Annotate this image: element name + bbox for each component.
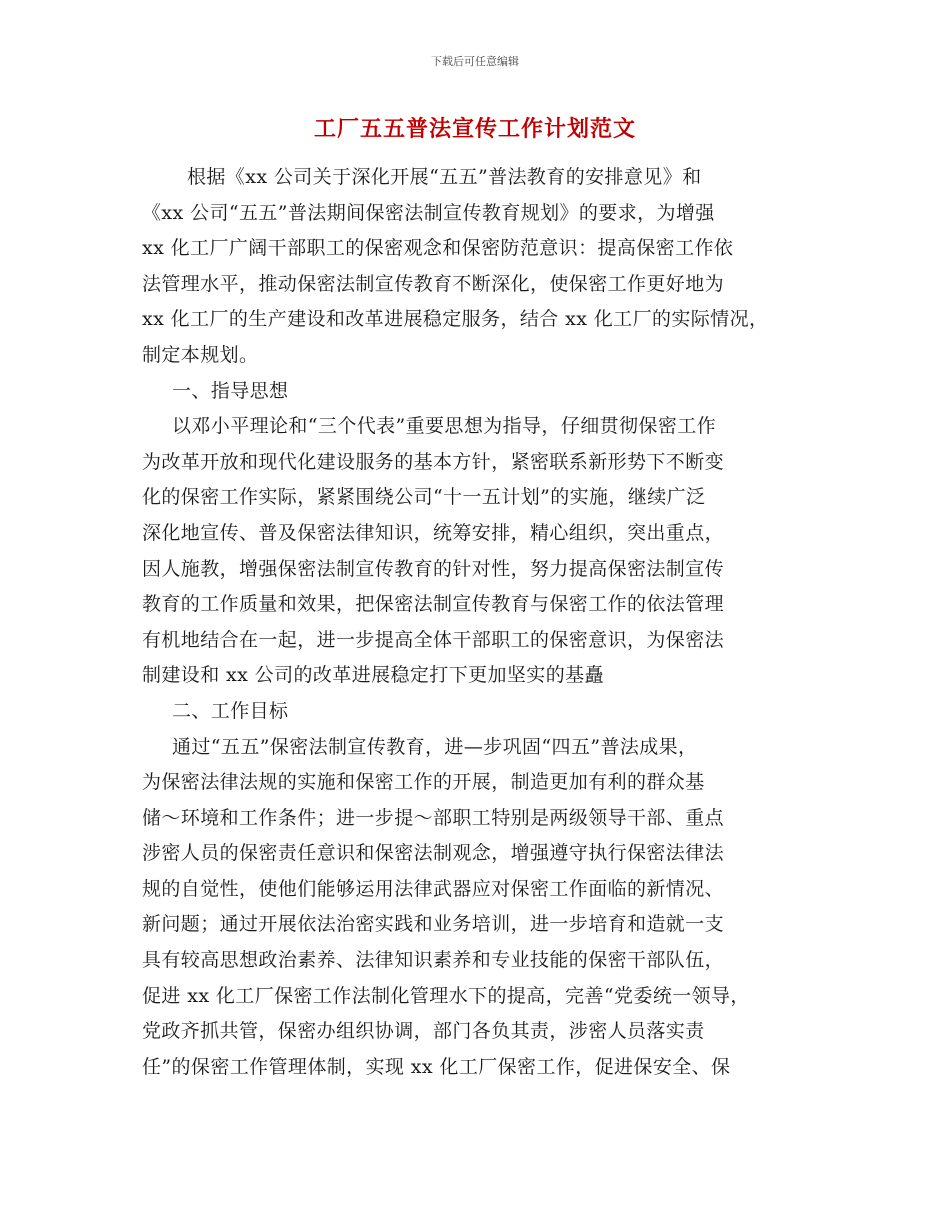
paragraph-line: 《xx 公司“五五”普法期间保密法制宣传教育规划》的要求，为增强 (142, 201, 715, 224)
paragraph-line: 化的保密工作实际，紧紧围绕公司“十一五计划”的实施，继续广泛 (142, 486, 706, 509)
page-header: 下载后可任意编辑 (431, 55, 519, 68)
paragraph-line: 促进 xx 化工厂保密工作法制化管理水下的提高，完善“党委统一领导， (142, 984, 750, 1007)
paragraph-line: 因人施教，增强保密法制宣传教育的针对性，努力提高保密法制宣传 (142, 557, 725, 580)
paragraph-line: 有机地结合在一起，进一步提高全体干部职工的保密意识，为保密法 (142, 628, 725, 651)
paragraph-line: 教育的工作质量和效果，把保密法制宣传教育与保密工作的依法管理 (142, 593, 725, 616)
paragraph-line: 党政齐抓共管，保密办组织协调，部门各负其责，涉密人员落实责 (142, 1020, 705, 1043)
paragraph-line: 新问题；通过开展依法治密实践和业务培训，进一步培育和造就一支 (142, 913, 725, 936)
paragraph-line: 规的自觉性，使他们能够运用法律武器应对保密工作面临的新情况、 (142, 877, 725, 900)
paragraph-line: 储～环境和工作条件；进一步提～部职工特别是两级领导干部、重点 (142, 806, 725, 829)
paragraph-line: xx 化工厂的生产建设和改革进展稳定服务，结合 xx 化工厂的实际情况， (142, 308, 769, 331)
paragraph-line: 以邓小平理论和“三个代表”重要思想为指导，仔细贯彻保密工作 (172, 415, 717, 438)
paragraph-line: 任”的保密工作管理体制，实现 xx 化工厂保密工作，促进保安全、保 (142, 1055, 731, 1078)
paragraph-line: 深化地宣传、普及保密法律知识，统筹安排，精心组织，突出重点， (142, 521, 725, 544)
paragraph-line: 根据《xx 公司关于深化开展“五五”普法教育的安排意见》和 (187, 166, 702, 188)
paragraph-line: 通过“五五”保密法制宣传教育，进—步巩固“四五”普法成果， (172, 735, 698, 758)
paragraph-line: 为保密法律法规的实施和保密工作的开展，制造更加有利的群众基 (142, 771, 705, 794)
paragraph-line: 二、工作目标 (172, 699, 289, 722)
paragraph-line: 为改革开放和现代化建设服务的基本方针，紧密联系新形势下不断变 (142, 450, 725, 473)
paragraph-line: xx 化工厂广阔干部职工的保密观念和保密防范意识：提高保密工作依 (142, 237, 734, 260)
paragraph-line: 法管理水平，推动保密法制宣传教育不断深化，使保密工作更好地为 (142, 272, 725, 295)
paragraph-line: 具有较高思想政治素养、法律知识素养和专业技能的保密干部队伍， (142, 949, 725, 972)
document-body (142, 160, 822, 1085)
paragraph-line: 制建设和 xx 公司的改革进展稳定打下更加坚实的基矗 (142, 664, 604, 687)
paragraph-line: 一、指导思想 (172, 379, 289, 402)
paragraph-line: 制定本规划。 (142, 343, 259, 366)
paragraph-line: 涉密人员的保密责任意识和保密法制观念，增强遵守执行保密法律法 (142, 842, 725, 865)
document-title: 工厂五五普法宣传工作计划范文 (313, 117, 636, 142)
